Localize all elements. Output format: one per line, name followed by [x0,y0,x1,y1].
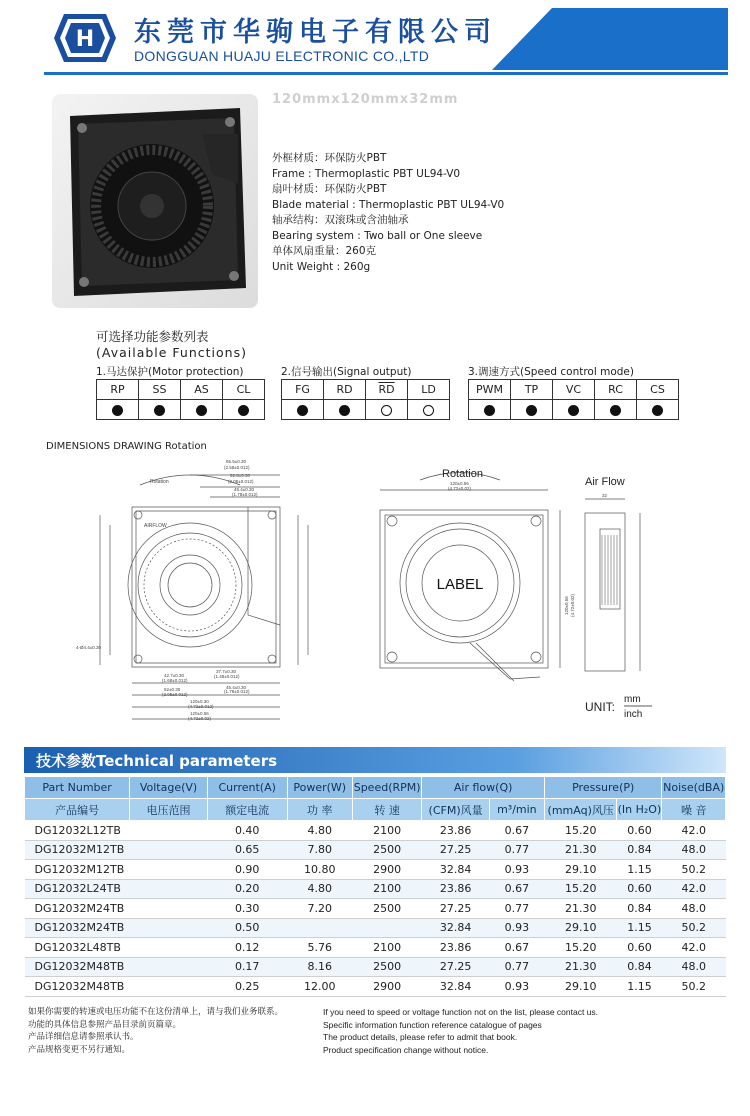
table-cell: 27.25 [422,957,489,977]
table-cell: 0.60 [617,938,662,958]
func-label: RP [97,380,139,400]
table-cell: 12.00 [287,977,352,997]
tech-table-body [25,821,726,997]
table-cell: DG12032M24TB [25,899,130,919]
filled-dot-icon [652,405,663,416]
table-cell: 5.76 [287,938,352,958]
empty-circle-icon [423,405,434,416]
dimensions-drawing [40,455,730,740]
table-cell: 27.25 [422,899,489,919]
table-cell: 15.20 [544,821,617,841]
company-name-en: DONGGUAN HUAJU ELECTRONIC CO.,LTD [134,48,430,64]
table-cell: DG12032L24TB [25,879,130,899]
col-header: Current(A) [207,777,287,799]
dim-text: 52.8±0.30 [230,473,250,478]
table-cell: 1.15 [617,918,662,938]
col-header: Noise(dBA) [662,777,726,799]
func-label: TP [511,380,553,400]
func-label: RD [324,380,366,400]
header-decoration [492,8,728,70]
col-subheader: 产品编号 [25,799,130,821]
table-cell: 29.10 [544,860,617,880]
airflow-small-label: AIRFLOW [144,523,167,529]
dim-text: 120±0.56 [190,711,209,716]
signal-output-title: 2.信号输出(Signal output) [281,366,412,378]
header-divider [44,72,728,75]
motor-protection-table [96,379,265,420]
col-subheader: (CFM)风量 [422,799,489,821]
table-row [25,957,726,977]
spec-line: Blade material : Thermoplastic PBT UL94-V0 [272,198,505,211]
dim-text: 65.5±0.30 [226,459,246,464]
table-cell: 0.50 [207,918,287,938]
dim-text: 4-Ø4.4±0.30 [76,645,101,650]
col-subheader: 噪 音 [662,799,726,821]
table-row [25,860,726,880]
dim-text: (1.48±0.012) [214,674,240,679]
table-cell [130,821,208,841]
table-row [25,821,726,841]
dim-text: (4.72±0.02) [570,594,575,617]
filled-dot-icon [297,405,308,416]
tech-params-banner [24,747,726,773]
table-cell: 0.65 [207,840,287,860]
table-cell: 2500 [352,840,421,860]
table-cell: 0.67 [489,938,544,958]
table-row [25,918,726,938]
table-cell: 23.86 [422,879,489,899]
col-header: Part Number [25,777,130,799]
table-cell: DG12032L12TB [25,821,130,841]
rotation-small-label: Rotation [150,479,169,485]
func-label: PWM [469,380,511,400]
col-subheader: 电压范围 [130,799,208,821]
table-cell: 15.20 [544,879,617,899]
table-cell [130,957,208,977]
spec-line: Unit Weight : 260g [272,260,371,273]
dim-text: (4.72±0.02) [448,486,471,491]
unit-mm: mm [624,694,641,705]
table-cell: 2100 [352,821,421,841]
table-cell: DG12032L48TB [25,938,130,958]
product-size-text: 120mmx120mmx32mm [272,92,459,107]
signal-output-table [281,379,450,420]
tech-params-table [24,776,726,997]
table-cell: 32.84 [422,860,489,880]
table-row [25,899,726,919]
empty-circle-icon [381,405,392,416]
col-subheader: 转 速 [352,799,421,821]
col-subheader: m³/min [489,799,544,821]
filled-dot-icon [484,405,495,416]
table-cell: 0.77 [489,840,544,860]
table-cell: 42.0 [662,879,726,899]
filled-dot-icon [154,405,165,416]
dim-text: 42.7±0.30 [164,673,184,678]
table-cell [130,840,208,860]
table-cell: 0.60 [617,821,662,841]
table-cell: 29.10 [544,918,617,938]
notes-en [323,1006,598,1056]
tech-header-row [25,777,726,799]
table-cell: 0.60 [617,879,662,899]
notes-cn [28,1006,283,1056]
table-cell: DG12032M12TB [25,860,130,880]
table-cell: 0.40 [207,821,287,841]
table-cell: 0.30 [207,899,287,919]
table-cell: DG12032M48TB [25,977,130,997]
table-cell: 0.84 [617,899,662,919]
table-cell: 0.90 [207,860,287,880]
table-cell [287,918,352,938]
company-logo-icon [54,12,116,64]
dim-text: (2.58±0.012) [224,465,250,470]
speed-control-title: 3.调速方式(Speed control mode) [468,366,634,378]
tech-params-title: 技术参数Technical parameters [36,752,278,770]
func-label: AS [181,380,223,400]
func-label: RC [595,380,637,400]
col-header: Power(W) [287,777,352,799]
note-line: The product details, please refer to admit that book. [323,1032,518,1042]
dim-text: 52±0.30 [164,687,181,692]
table-cell: 0.84 [617,840,662,860]
col-header: Speed(RPM) [352,777,421,799]
table-cell: 0.17 [207,957,287,977]
table-cell: 23.86 [422,821,489,841]
func-label: CL [223,380,265,400]
functions-title-en: (Available Functions) [96,345,247,360]
filled-dot-icon [526,405,537,416]
table-cell: 0.77 [489,899,544,919]
filled-dot-icon [238,405,249,416]
col-header: Voltage(V) [130,777,208,799]
table-cell: 29.10 [544,977,617,997]
table-cell: 50.2 [662,977,726,997]
table-cell: 2900 [352,860,421,880]
unit-label: UNIT: [585,700,615,714]
table-cell: 48.0 [662,840,726,860]
dim-text: 45.4±0.30 [226,685,246,690]
spec-line: 轴承结构：双滚珠或含油轴承 [272,214,409,226]
table-cell: 42.0 [662,821,726,841]
note-line: If you need to speed or voltage function not on the list, please contact us. [323,1007,599,1017]
table-row [25,879,726,899]
dim-text: (1.78±0.012) [232,492,258,497]
table-cell: 0.20 [207,879,287,899]
table-cell: 0.93 [489,860,544,880]
table-cell [130,860,208,880]
table-cell: 1.15 [617,860,662,880]
unit-inch: inch [624,709,643,720]
func-label: FG [282,380,324,400]
fan-label-text: LABEL [436,576,484,593]
table-cell: 32.84 [422,977,489,997]
blower-fan-icon [52,94,258,308]
col-subheader: 额定电流 [207,799,287,821]
dim-text: 120±0.30 [190,699,209,704]
col-header: Air flow(Q) [422,777,545,799]
spec-line: 外框材质：环保防火PBT [272,152,387,164]
table-row [25,977,726,997]
spec-line: Frame : Thermoplastic PBT UL94-V0 [272,167,461,180]
dim-text: (1.78±0.012) [224,689,250,694]
table-cell: 2100 [352,938,421,958]
table-cell: 42.0 [662,938,726,958]
spec-line: Bearing system : Two ball or One sleeve [272,229,483,242]
table-cell: 2500 [352,957,421,977]
header [0,0,750,80]
table-cell: 10.80 [287,860,352,880]
table-cell: 1.15 [617,977,662,997]
dim-text: 45.4±0.30 [234,487,254,492]
dim-text: (1.68±0.012) [162,678,188,683]
table-cell: 21.30 [544,957,617,977]
tech-subheader-row [25,799,726,821]
dim-text: (2.08±0.012) [228,479,254,484]
table-cell [130,899,208,919]
functions-title-cn: 可选择功能参数列表 [96,329,209,344]
filled-dot-icon [610,405,621,416]
func-label: $\overline{RD}$ [366,380,408,400]
speed-control-table [468,379,679,420]
table-cell: 32.84 [422,918,489,938]
table-cell: 2100 [352,879,421,899]
table-cell: 50.2 [662,918,726,938]
note-line: 功能的具体信息参照产品目录前页篇章。 [28,1019,182,1030]
col-subheader: 功 率 [287,799,352,821]
product-photo [52,94,258,308]
note-line: 产品规格变更不另行通知。 [28,1044,131,1055]
product-specs [272,151,504,275]
table-cell: DG12032M12TB [25,840,130,860]
table-cell: 0.12 [207,938,287,958]
note-line: Product specification change without notice. [323,1044,489,1055]
dim-text: 120±0.56 [450,481,469,486]
table-cell [130,938,208,958]
filled-dot-icon [112,405,123,416]
table-cell: 27.25 [422,840,489,860]
func-label: CS [637,380,679,400]
col-subheader: (mmAq)风压 [544,799,617,821]
table-cell: 21.30 [544,840,617,860]
table-cell: 2900 [352,977,421,997]
dim-text: (2.05±0.012) [162,692,188,697]
dim-text: (4.72±0.02) [188,716,211,721]
func-label: LD [408,380,450,400]
dim-text: 37.7±0.30 [216,669,236,674]
table-cell: 0.67 [489,879,544,899]
table-cell: 0.93 [489,918,544,938]
table-cell: 7.20 [287,899,352,919]
table-cell: 0.84 [617,957,662,977]
table-row [25,938,726,958]
func-label: VC [553,380,595,400]
table-cell: 21.30 [544,899,617,919]
table-cell: 50.2 [662,860,726,880]
spec-line: 单体风扇重量：260克 [272,245,377,257]
dim-text: 120±0.56 [564,596,569,615]
company-name-cn: 东莞市华驹电子有限公司 [134,17,497,48]
rotation-title: Rotation [442,468,483,480]
note-line: 如果你需要的转速或电压功能不在这份清单上，请与我们业务联系。 [28,1007,284,1017]
functions-title [96,329,247,361]
filled-dot-icon [568,405,579,416]
table-cell: 0.67 [489,821,544,841]
table-cell: 0.93 [489,977,544,997]
table-row [25,840,726,860]
table-cell: 48.0 [662,957,726,977]
dim-text: (4.72±0.012) [188,704,214,709]
table-cell [352,918,421,938]
table-cell: 4.80 [287,821,352,841]
table-cell: 4.80 [287,879,352,899]
table-cell: 0.25 [207,977,287,997]
motor-protection-title: 1.马达保护(Motor protection) [96,366,244,378]
table-cell: 23.86 [422,938,489,958]
col-subheader: (In H₂O) [617,799,662,821]
table-cell [130,977,208,997]
table-cell: DG12032M24TB [25,918,130,938]
table-cell: 0.77 [489,957,544,977]
table-cell: 15.20 [544,938,617,958]
note-line: 产品详细信息请参照承认书。 [28,1032,139,1042]
table-cell [130,879,208,899]
dim-text: 32 [602,493,608,498]
table-cell: 2500 [352,899,421,919]
note-line: Specific information function reference catalogue of pages [323,1019,542,1030]
col-header: Pressure(P) [544,777,661,799]
filled-dot-icon [196,405,207,416]
func-label: SS [139,380,181,400]
spec-line: 扇叶材质：环保防火PBT [272,183,387,195]
table-cell: DG12032M48TB [25,957,130,977]
table-cell: 7.80 [287,840,352,860]
table-cell: 48.0 [662,899,726,919]
svg-text:H: H [75,27,95,52]
filled-dot-icon [339,405,350,416]
table-cell: 8.16 [287,957,352,977]
dimensions-drawing-label: DIMENSIONS DRAWING Rotation [46,441,207,452]
airflow-title: Air Flow [585,476,625,488]
table-cell [130,918,208,938]
